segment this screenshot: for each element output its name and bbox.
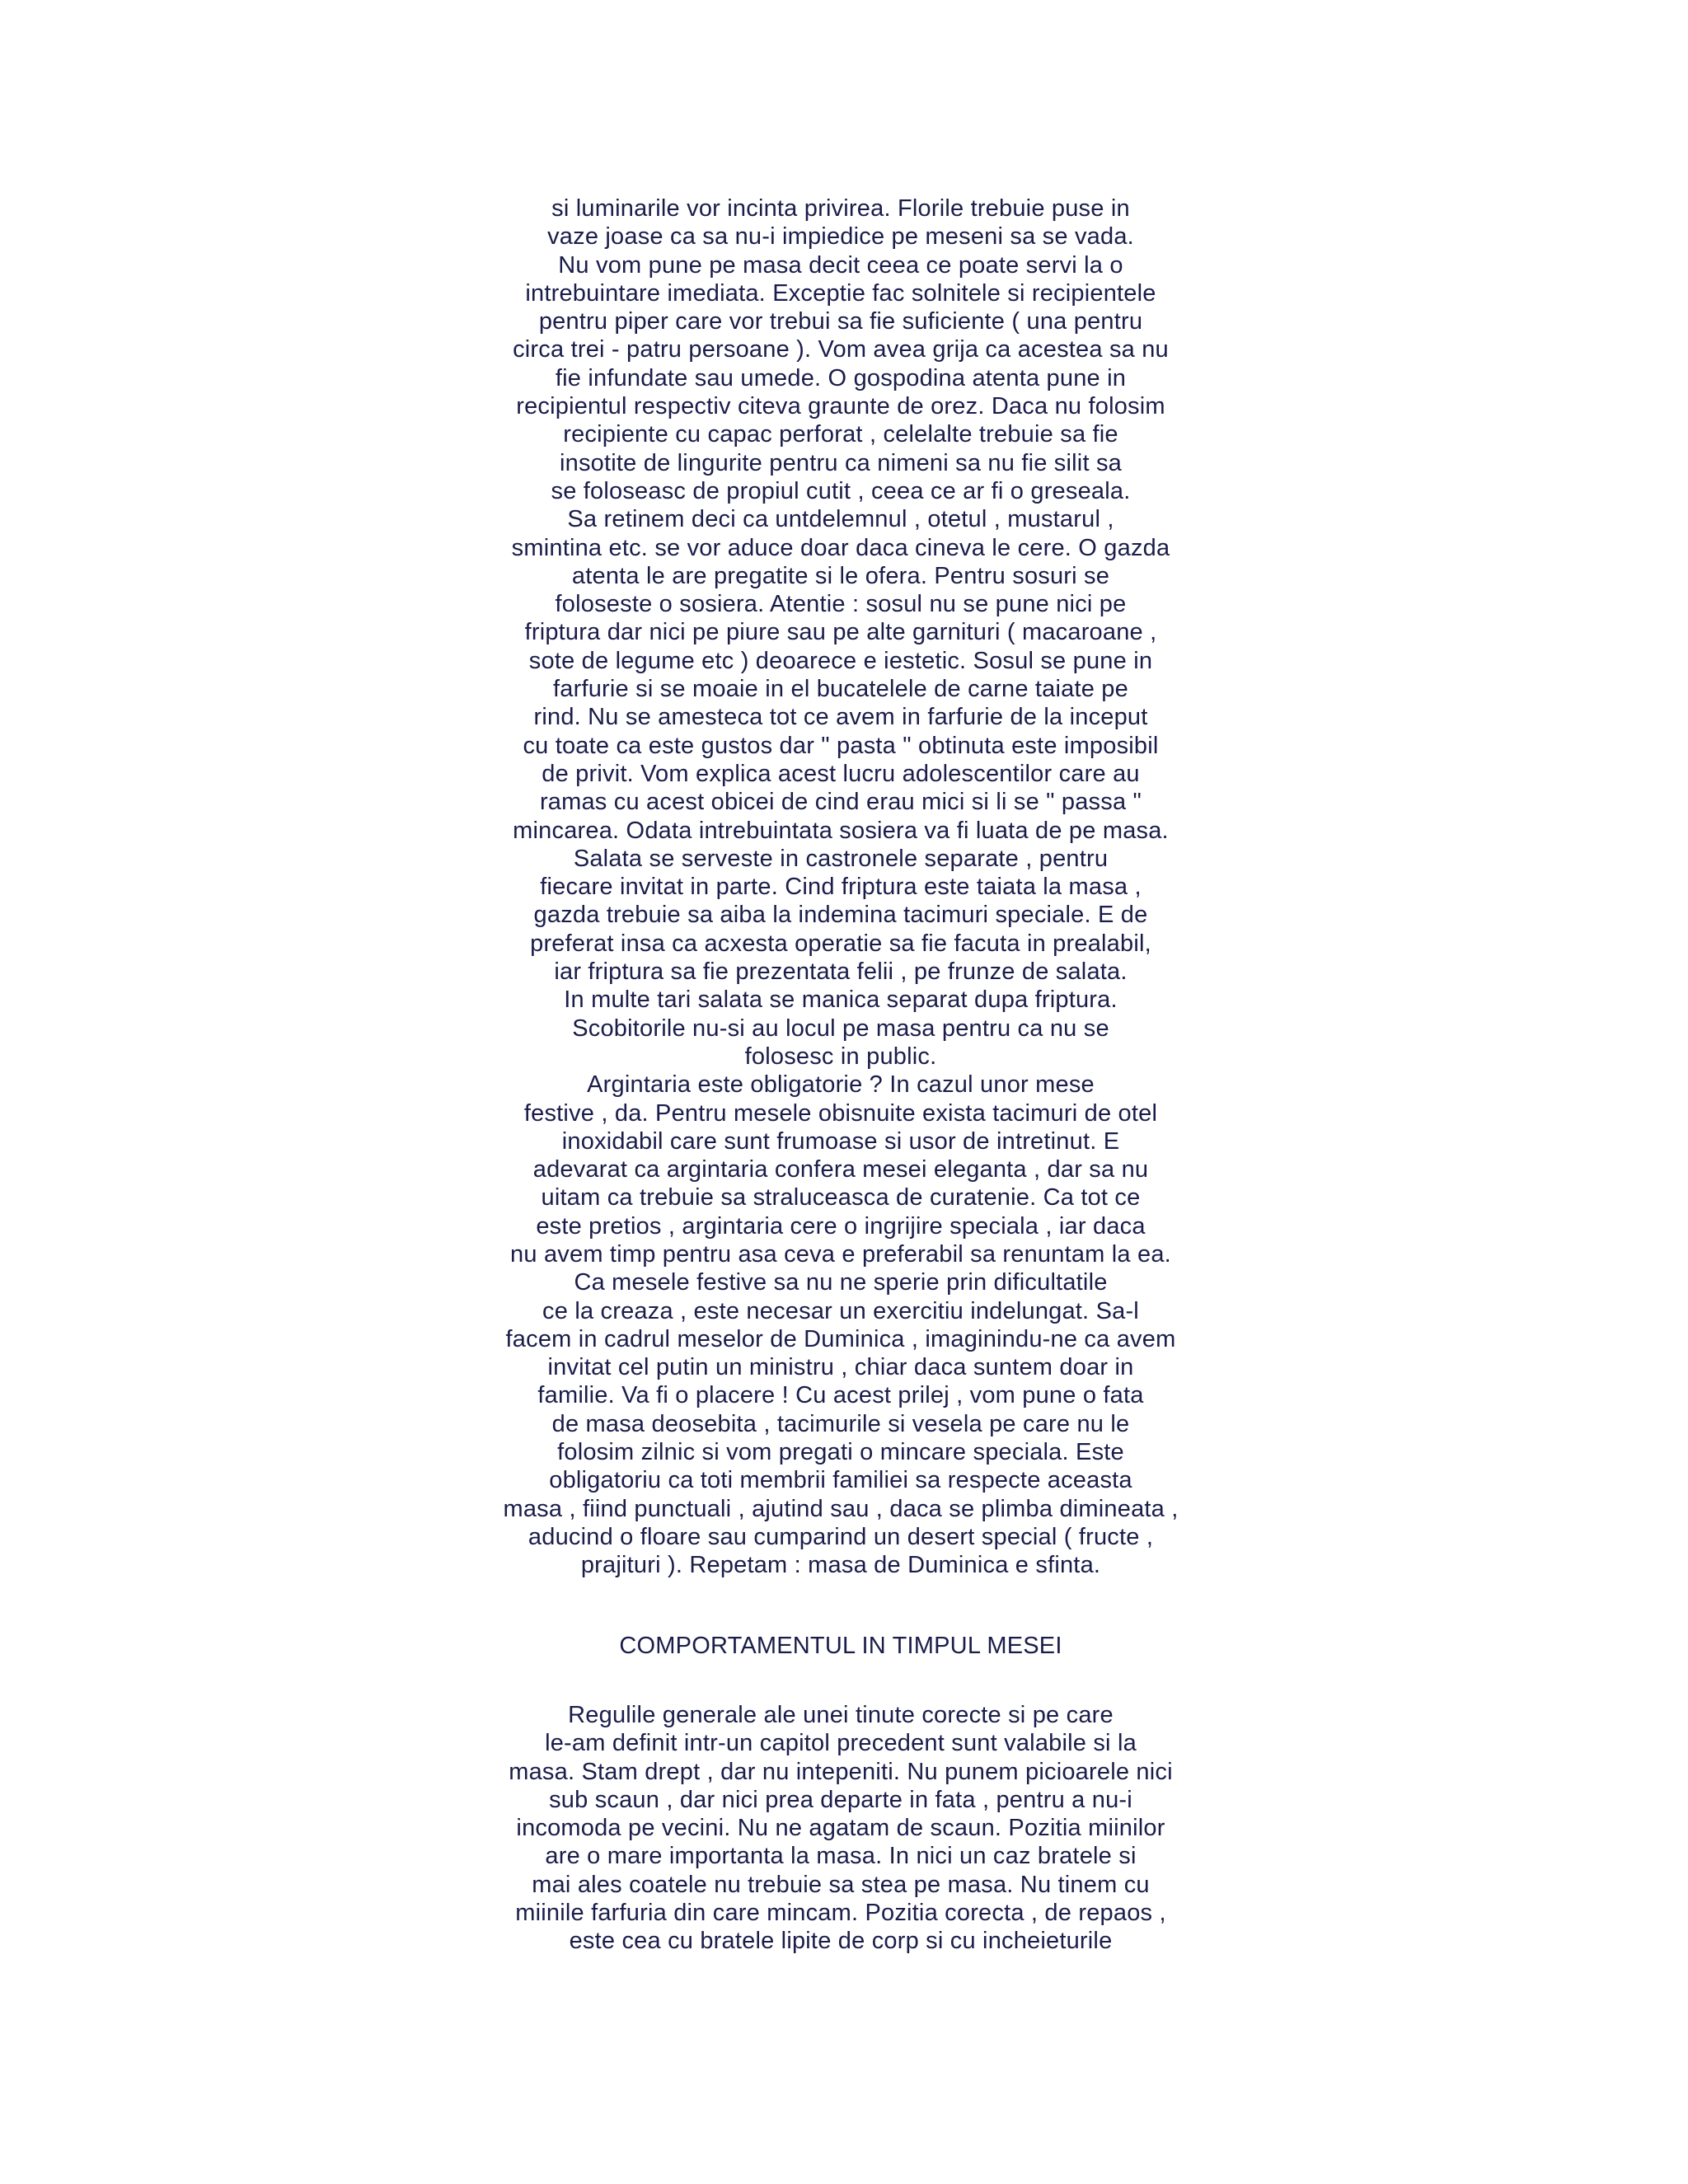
text-line: nu avem timp pentru asa ceva e preferabil sa renuntam la ea. [510,1240,1171,1268]
text-line: masa , fiind punctuali , ajutind sau , daca se plimba dimineata , [503,1495,1179,1522]
text-line: foloseste o sosiera. Atentie : sosul nu se pune nici pe [555,591,1127,618]
text-line: farfurie si se moaie in el bucatelele de carne taiate pe [553,676,1128,703]
text-line: vaze joase ca sa nu-i impiedice pe meseni sa se vada. [547,223,1134,251]
text-line: Sa retinem deci ca untdelemnul , otetul , mustarul , [567,506,1114,533]
text-line: de masa deosebita , tacimurile si vesela pe care nu le [551,1410,1130,1437]
text-line: prajituri ). Repetam : masa de Duminica e sfinta. [580,1552,1101,1579]
text-line: inoxidabil care sunt frumoase si usor de intretinut. E [561,1127,1120,1155]
text-line: folosim zilnic si vom pregati o mincare speciala. Este [557,1439,1124,1466]
text-line: Scobitorile nu-si au locul pe masa pentru ca nu se [572,1015,1109,1042]
text-line: preferat insa ca acxesta operatie sa fie facuta in prealabil, [530,930,1151,957]
text-line: folosesc in public. [744,1043,937,1070]
text-line: Ca mesele festive sa nu ne sperie prin dificultatile [574,1269,1108,1296]
text-line: miinile farfuria din care mincam. Pozitia corecta , de repaos , [515,1900,1166,1927]
text-line: recipiente cu capac perforat , celelalte trebuie sa fie [563,421,1118,448]
text-line: recipientul respectiv citeva graunte de orez. Daca nu folosim [516,393,1165,420]
text-line: incomoda pe vecini. Nu ne agatam de scaun. Pozitia miinilor [516,1815,1165,1842]
text-line: are o mare importanta la masa. In nici un caz bratele si [545,1843,1137,1870]
text-line: adevarat ca argintaria confera mesei eleganta , dar sa nu [532,1156,1149,1183]
text-line: Salata se serveste in castronele separate , pentru [573,845,1109,872]
text-line: invitat cel putin un ministru , chiar daca suntem doar in [547,1354,1134,1381]
text-line: masa. Stam drept , dar nu intepeniti. Nu punem picioarele nici [509,1758,1173,1785]
text-line: Regulile generale ale unei tinute corecte si pe care [568,1702,1114,1728]
text-line: atenta le are pregatite si le ofera. Pentru sosuri se [571,562,1110,589]
text-line: aducind o floare sau cumparind un desert special ( fructe , [528,1523,1154,1550]
text-line: obligatoriu ca toti membrii familiei sa respecte aceasta [549,1467,1132,1494]
text-line: sub scaun , dar nici prea departe in fata , pentru a nu-i [549,1786,1132,1813]
text-line: le-am definit intr-un capitol precedent sunt valabile si la [545,1730,1137,1757]
text-line: facem in cadrul meselor de Duminica , imaginindu-ne ca avem [505,1325,1176,1352]
text-line: Nu vom pune pe masa decit ceea ce poate servi la o [558,251,1123,279]
text-line: rind. Nu se amesteca tot ce avem in farfurie de la inceput [533,704,1148,731]
text-line: sote de legume etc ) deoarece e iestetic. Sosul se pune in [528,647,1153,674]
text-line: gazda trebuie sa aiba la indemina tacimuri speciale. E de [533,902,1148,929]
text-line: friptura dar nici pe piure sau pe alte garnituri ( macaroane , [524,619,1157,646]
text-line: smintina etc. se vor aduce doar daca cineva le cere. O gazda [511,534,1170,561]
text-line: In multe tari salata se manica separat dupa friptura. [564,987,1118,1014]
text-line: uitam ca trebuie sa straluceasca de curatenie. Ca tot ce [541,1184,1141,1212]
body-paragraph-2 [445,1701,1236,1956]
text-line: intrebuintare imediata. Exceptie fac solnitele si recipientele [525,279,1156,307]
text-line: ramas cu acest obicei de cind erau mici si li se " passa " [539,789,1142,816]
text-line: cu toate ca este gustos dar " pasta " obtinuta este imposibil [523,732,1159,759]
text-line: mai ales coatele nu trebuie sa stea pe masa. Nu tinem cu [532,1871,1150,1898]
text-line: se foloseasc de propiul cutit , ceea ce ar fi o greseala. [551,477,1131,504]
text-line: si luminarile vor incinta privirea. Florile trebuie puse in [551,195,1130,222]
text-line: Argintaria este obligatorie ? In cazul unor mese [587,1071,1095,1099]
text-line: insotite de lingurite pentru ca nimeni sa nu fie silit sa [560,449,1122,476]
text-line: pentru piper care vor trebui sa fie suficiente ( una pentru [538,308,1143,335]
text-line: mincarea. Odata intrebuintata sosiera va fi luata de pe masa. [513,817,1169,844]
text-line: circa trei - patru persoane ). Vom avea grija ca acestea sa nu [513,336,1169,363]
text-line: de privit. Vom explica acest lucru adolescentilor care au [542,760,1140,787]
text-line: este cea cu bratele lipite de corp si cu incheieturile [569,1928,1113,1955]
section-heading-text: COMPORTAMENTUL IN TIMPUL MESEI [619,1633,1062,1659]
text-line: festive , da. Pentru mesele obisnuite exista tacimuri de otel [523,1099,1158,1127]
text-line: fiecare invitat in parte. Cind friptura este taiata la masa , [540,874,1142,901]
text-line: fie infundate sau umede. O gospodina atenta pune in [555,364,1127,391]
section-heading [445,1632,1236,1660]
text-line: ce la creaza , este necesar un exercitiu indelungat. Sa-l [542,1297,1139,1324]
body-paragraph-1 [445,194,1236,1580]
text-line: familie. Va fi o placere ! Cu acest prilej , vom pune o fata [537,1382,1144,1409]
text-line: este pretios , argintaria cere o ingrijire speciala , iar daca [536,1212,1146,1240]
text-line: iar friptura sa fie prezentata felii , pe frunze de salata. [554,958,1128,986]
